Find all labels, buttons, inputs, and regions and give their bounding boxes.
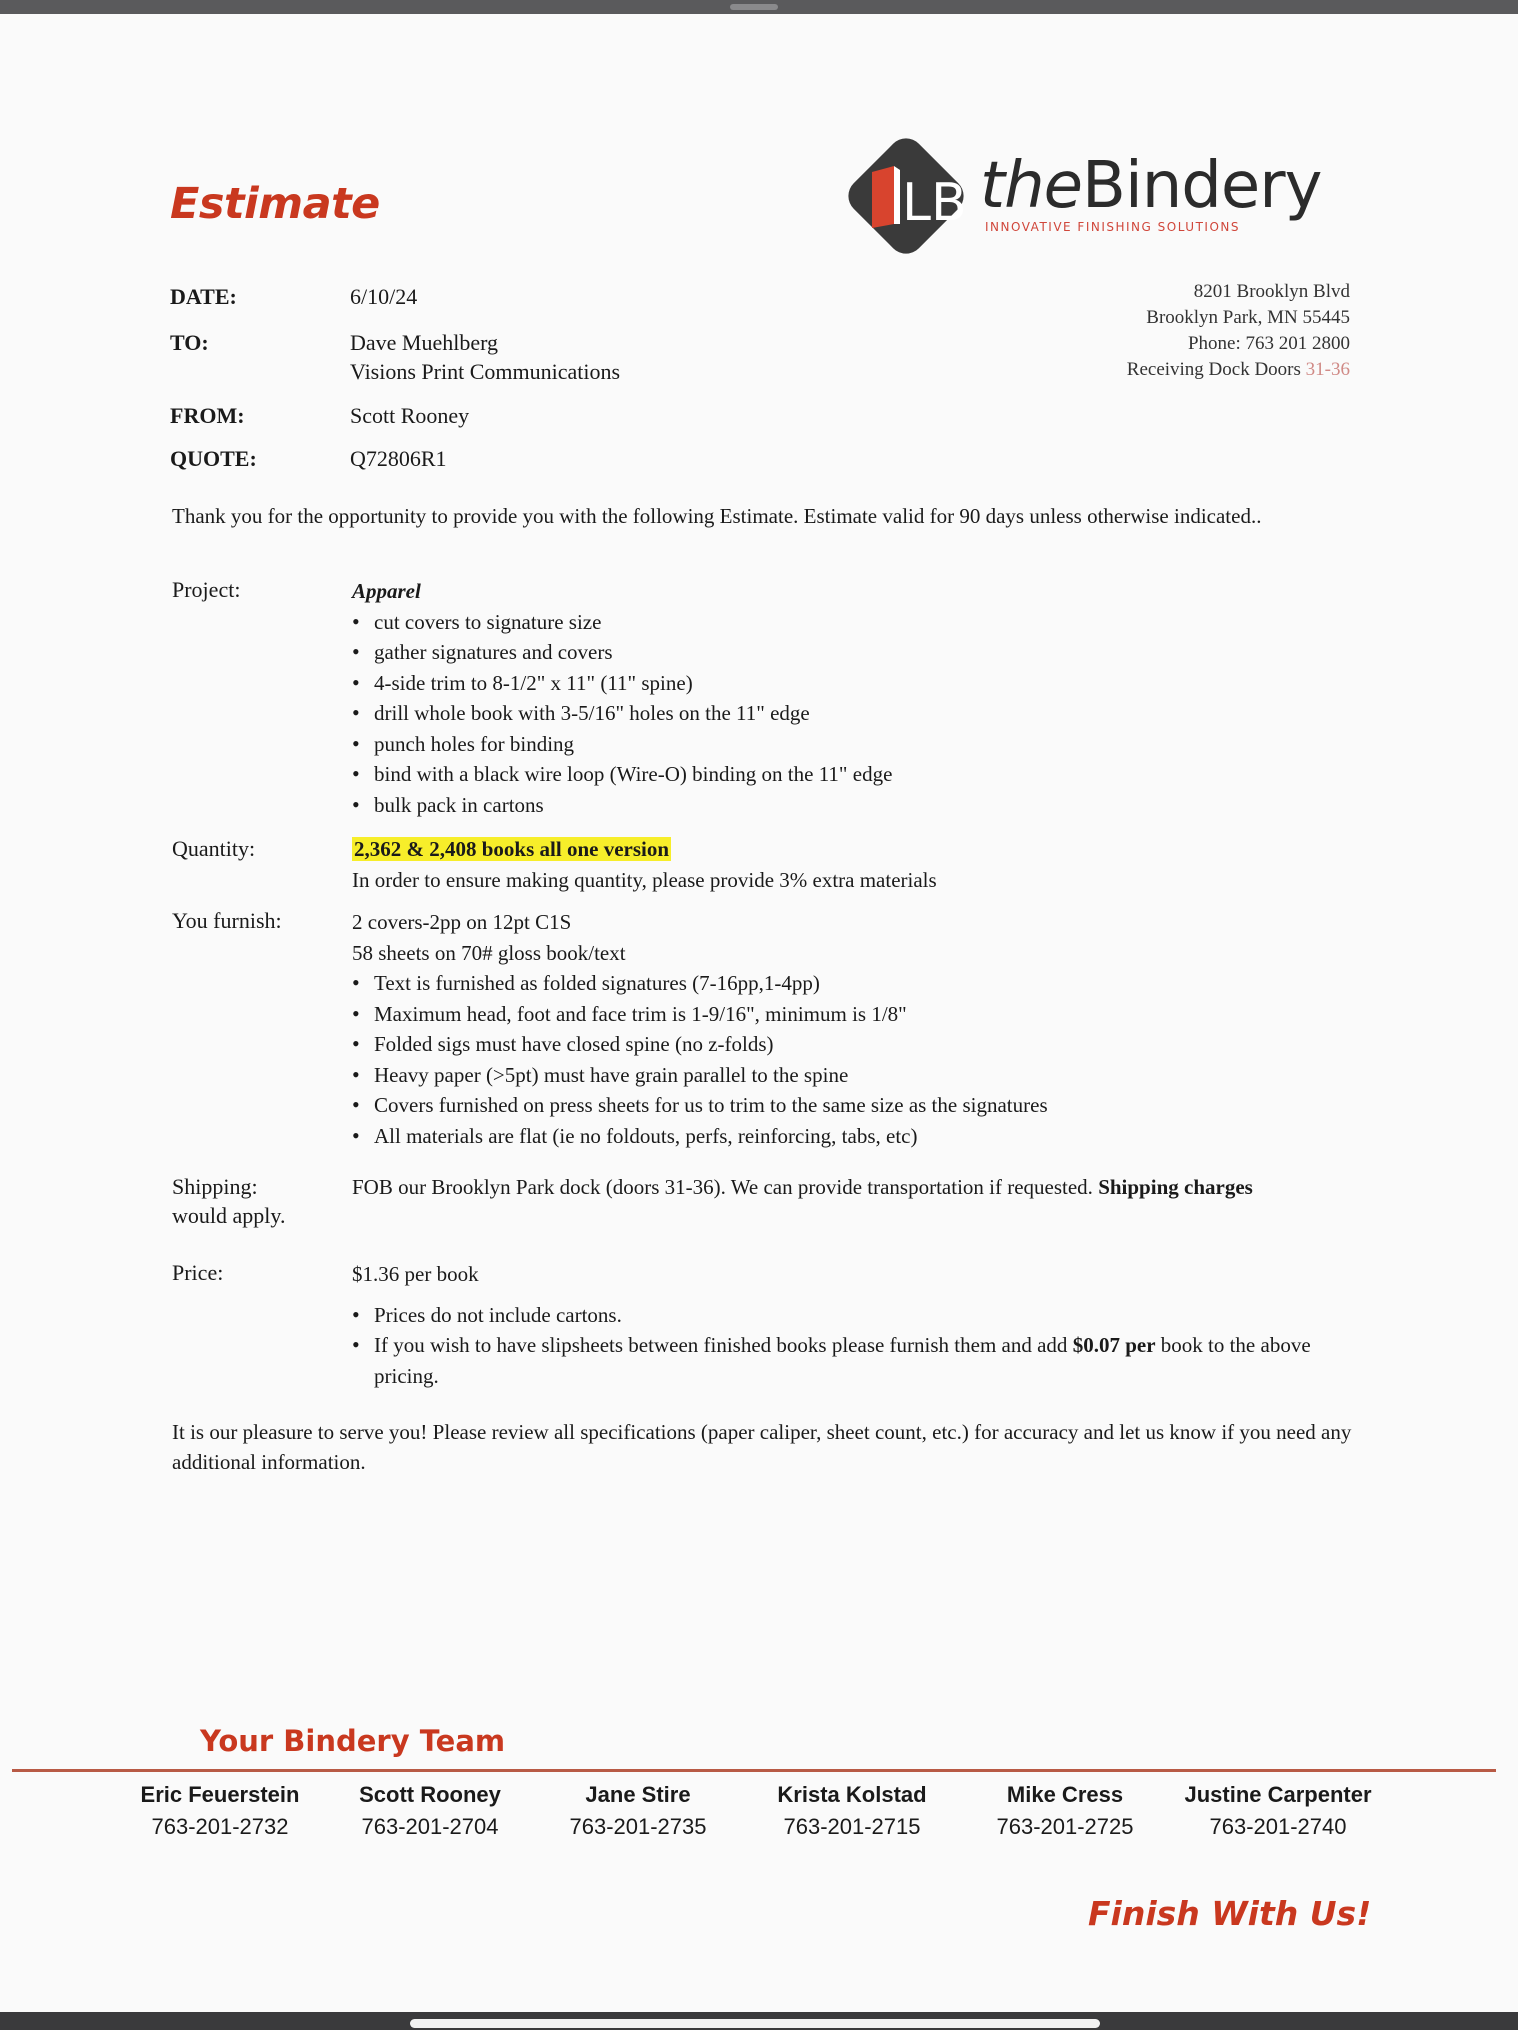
member-phone: 763-201-2735 [569, 1814, 707, 1839]
furnish-line2: 58 sheets on 70# gloss book/text [352, 940, 626, 965]
closing-text: It is our pleasure to serve you! Please review all specifications (paper caliper, sheet count, etc.) for accuracy and let us know if you need any additional information. [172, 1420, 1352, 1474]
brand-name-suffix: Bindery [1082, 149, 1322, 223]
list-item: • Text is furnished as folded signatures (7-16pp,1-4pp) [352, 968, 1432, 999]
intro-text: Thank you for the opportunity to provide you with the following Estimate. Estimate valid for 90 days unless otherwise indicated.. [172, 504, 1262, 528]
brand-name-prefix: the [980, 149, 1083, 223]
team-member [965, 1779, 1165, 1843]
furnish-items [352, 968, 1432, 1151]
quantity-note: In order to ensure making quantity, please provide 3% extra materials [352, 867, 937, 892]
member-name: Scott Rooney [359, 1782, 501, 1807]
team-divider [12, 1769, 1496, 1772]
shipping-block [352, 1172, 1432, 1203]
list-item: • 4-side trim to 8-1/2" x 11" (11" spine) [352, 668, 1432, 699]
quantity-value: 2,362 & 2,408 books all one version [354, 837, 670, 861]
list-item: • punch holes for binding [352, 729, 1432, 760]
furnish-block [352, 907, 1432, 1151]
shipping-bold: Shipping charges [1098, 1175, 1253, 1199]
project-steps [352, 607, 1432, 821]
member-name: Justine Carpenter [1184, 1782, 1372, 1807]
member-phone: 763-201-2715 [783, 1814, 921, 1839]
team-member [330, 1779, 530, 1843]
bindery-logo-icon [842, 132, 970, 260]
document-title: Estimate [170, 179, 380, 229]
address-dock [1127, 357, 1350, 383]
list-item: • bulk pack in cartons [352, 790, 1432, 821]
shipping-label: Shipping: [172, 1174, 258, 1199]
member-phone: 763-201-2740 [1209, 1814, 1347, 1839]
team-heading: Your Bindery Team [200, 1724, 506, 1758]
quote-number: Q72806R1 [350, 446, 447, 471]
team-member [752, 1779, 952, 1843]
member-name: Mike Cress [1006, 1782, 1124, 1807]
date-value: 6/10/24 [350, 284, 418, 309]
to-company: Visions Print Communications [350, 359, 621, 384]
quantity-label: Quantity: [172, 836, 256, 861]
member-name: Eric Feuerstein [140, 1782, 300, 1807]
project-block [352, 576, 1432, 820]
list-item: • drill whole book with 3-5/16" holes on the 11" edge [352, 698, 1432, 729]
svg-text:LB: LB [902, 173, 967, 233]
member-phone: 763-201-2725 [996, 1814, 1134, 1839]
price-note2-bold: $0.07 per [1072, 1333, 1156, 1357]
price-notes [352, 1300, 1432, 1392]
list-item: • Maximum head, foot and face trim is 1-9/16", minimum is 1/8" [352, 999, 1432, 1030]
from-name: Scott Rooney [350, 403, 470, 428]
quote-label: QUOTE: [170, 446, 257, 471]
member-phone: 763-201-2732 [151, 1814, 289, 1839]
address-phone: Phone: 763 201 2800 [1187, 333, 1350, 354]
shipping-text: FOB our Brooklyn Park dock (doors 31-36). We can provide transportation if requested. [352, 1175, 1093, 1199]
list-item [352, 1330, 1334, 1391]
team-member [538, 1779, 738, 1843]
price-note2-post: book to the above pricing. [374, 1333, 1311, 1388]
to-label: TO: [170, 330, 209, 355]
furnish-line1: 2 covers-2pp on 12pt C1S [352, 910, 572, 934]
project-label: Project: [172, 577, 241, 602]
list-item: • cut covers to signature size [352, 607, 1432, 638]
to-name: Dave Muehlberg [350, 330, 499, 355]
price-label: Price: [172, 1260, 224, 1285]
brand-tagline: INNOVATIVE FINISHING SOLUTIONS [985, 220, 1240, 234]
project-name: Apparel [352, 579, 421, 603]
company-address [1127, 279, 1350, 383]
team-member [1178, 1779, 1378, 1843]
shipping-tail: would apply. [172, 1203, 286, 1228]
quantity-block [352, 834, 1432, 895]
home-indicator[interactable] [410, 2019, 1100, 2028]
price-note2-pre: If you wish to have slipsheets between finished books please furnish them and add [374, 1333, 1068, 1357]
team-member [120, 1779, 320, 1843]
footer-slogan: Finish With Us! [1088, 1894, 1372, 1933]
brand-name [980, 149, 1321, 223]
estimate-document [0, 14, 1518, 2012]
list-item: • Heavy paper (>5pt) must have grain parallel to the spine [352, 1060, 1432, 1091]
price-block [352, 1259, 1432, 1391]
list-item: • Covers furnished on press sheets for us to trim to the same size as the signatures [352, 1090, 1432, 1121]
list-item: • Folded sigs must have closed spine (no z-folds) [352, 1029, 1432, 1060]
member-phone: 763-201-2704 [361, 1814, 499, 1839]
price-value: $1.36 per book [352, 1262, 479, 1286]
date-label: DATE: [170, 284, 237, 309]
list-item: • Prices do not include cartons. [352, 1300, 1432, 1331]
dock-doors: 31-36 [1305, 359, 1350, 380]
address-city: Brooklyn Park, MN 55445 [1146, 307, 1350, 328]
member-name: Jane Stire [585, 1782, 691, 1807]
address-street: 8201 Brooklyn Blvd [1193, 281, 1350, 302]
furnish-label: You furnish: [172, 908, 282, 933]
list-item: • bind with a black wire loop (Wire-O) binding on the 11" edge [352, 759, 1432, 790]
list-item: • gather signatures and covers [352, 637, 1432, 668]
member-name: Krista Kolstad [777, 1782, 927, 1807]
list-item: • All materials are flat (ie no foldouts, perfs, reinforcing, tabs, etc) [352, 1121, 1432, 1152]
top-drag-handle[interactable] [730, 4, 778, 10]
from-label: FROM: [170, 403, 245, 428]
dock-label: Receiving Dock Doors [1126, 359, 1301, 380]
